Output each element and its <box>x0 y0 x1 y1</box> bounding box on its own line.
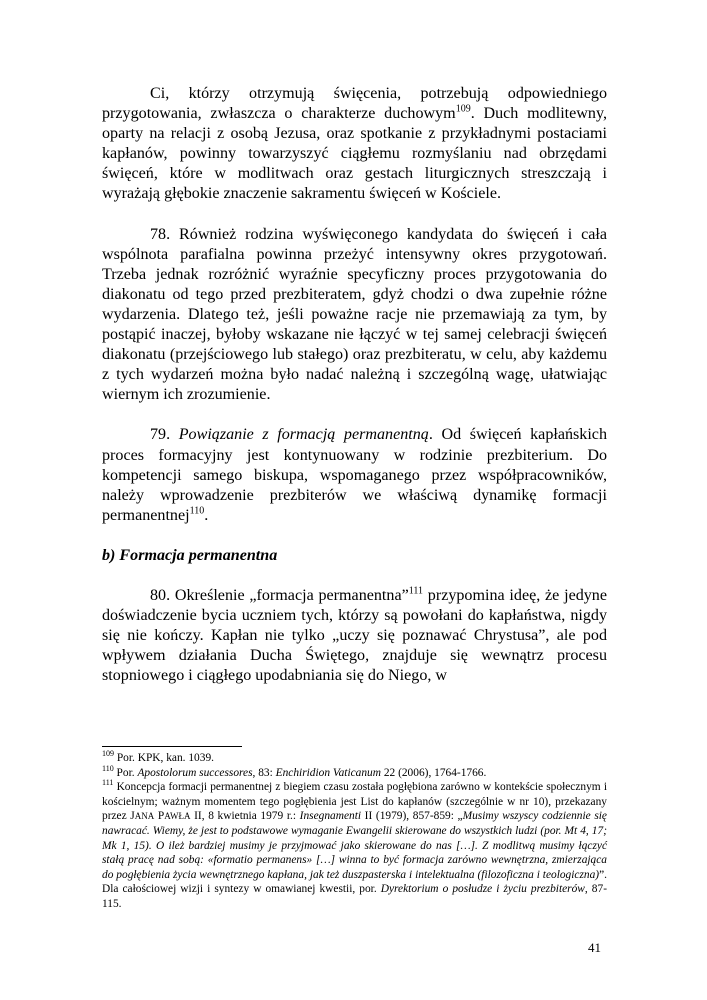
footnotes <box>102 746 607 912</box>
paragraph-78: 78. Również rodzina wyświęconego kandydata do święceń i cała wspólnota parafialna powinna przeżyć intensywny okres przygotowań. Trzeba jednak rozróżnić wyraźnie specyficzny proces przygotowania do diakonatu od tego przed prezbiteratem, gdyż chodzi o dwa zupełnie różne wydarzenia. Dlatego też, jeśli poważne racje nie przemawiają za tym, by postąpić inaczej, byłoby wskazane nie łączyć w tej samej celebracji święceń diakonatu (przejściowego lub stałego) oraz prezbiteratu, w celu, aby każdemu z tych wydarzeń można było nadać należną i szczególną wagę, ułatwiając wiernym ich zrozumienie. <box>102 225 607 404</box>
section-heading: b) Formacja permanentna <box>102 546 278 564</box>
footnote-ref-111[interactable]: 111 <box>408 585 424 597</box>
paragraph-intro: Ci, którzy otrzymują święcenia, potrzebują odpowiedniego przygotowania, zwłaszcza o charakterze duchowym$^{109}$. Duch modlitewny, oparty na relacji z osobą Jezusa, oraz spotkanie z przykładnymi postaciami kapłanów, powinny towarzyszyć ciągłemu rozmyślaniu nad obrzędami święceń, które w modlitwach oraz gestach liturgicznych streszczają i wyrażają głębokie znaczenie sakramentu święceń w Kościele. <box>102 85 607 203</box>
footnote-ref-110[interactable]: 110 <box>189 505 205 517</box>
footnote-109: $^{109}$ Por. KPK, kan. 1039. <box>102 749 214 764</box>
footnote-111: $^{111}$ Koncepcja formacji permanentnej z biegiem czasu została pogłębiona zarówno w kontekście społecznym i kościelnym; ważnym momentem tego pogłębienia jest List do kapłanów (szczególnie w nr 10), przekazany przez JANA PAWŁA II, 8 kwietnia 1979 r.: Insegnamenti II (1979), 857-859: „Musimy wszyscy codziennie się nawracać. Wiemy, że jest to podstawowe wymaganie Ewangelii skierowane do wszystkich ludzi (por. Mt 4, 17; Mk 1, 15). O ileż bardziej musimy je przyjmować jako skierowane do nas […]. Z modlitwą musimy łączyć stałą pracę nad sobą: «formatio permanens» […] winna to być formacja zarówno wewnętrzna, zmierzająca do pogłębienia życia wewnętrznego kapłana, jak też duszpasterska i intelektualna (filozoficzna i teologiczna)”. Dla całościowej wizji i syntezy w omawianej kwestii, por. Dyrektorium o posłudze i życiu prezbiterów, 87-115. <box>102 778 607 910</box>
page-number: 41 <box>588 940 601 955</box>
paragraph-79-title: Powiązanie z formacją permanentną <box>178 426 429 444</box>
main-text <box>102 84 607 706</box>
footnote-ref-109[interactable]: 109 <box>455 103 471 115</box>
footnote-divider <box>102 746 242 747</box>
paragraph-79: 79. Powiązanie z formacją permanentną. Od święceń kapłańskich proces formacyjny jest kontynuowany w rodzinie prezbiterium. Do kompetencji samego biskupa, wspomaganego przez współpracowników, należy wprowadzenie prezbiterów we właściwą dynamikę formacji permanentnej$^{110}$. <box>102 426 607 524</box>
paragraph-80: 80. Określenie „formacja permanentna”$^{111}$ przypomina ideę, że jedyne doświadczenie bycia uczniem tych, którzy są powołani do kapłaństwa, nigdy się nie kończy. Kapłan nie tylko „uczy się poznawać Chrystusa”, ale pod wpływem działania Ducha Świętego, znajduje się wewnątrz procesu stopniowego i ciągłego upodabniania się do Niego, w <box>102 585 608 685</box>
footnote-110: $^{110}$ Por. Apostolorum successores, 83: Enchiridion Vaticanum 22 (2006), 1764-1766. <box>102 763 487 779</box>
